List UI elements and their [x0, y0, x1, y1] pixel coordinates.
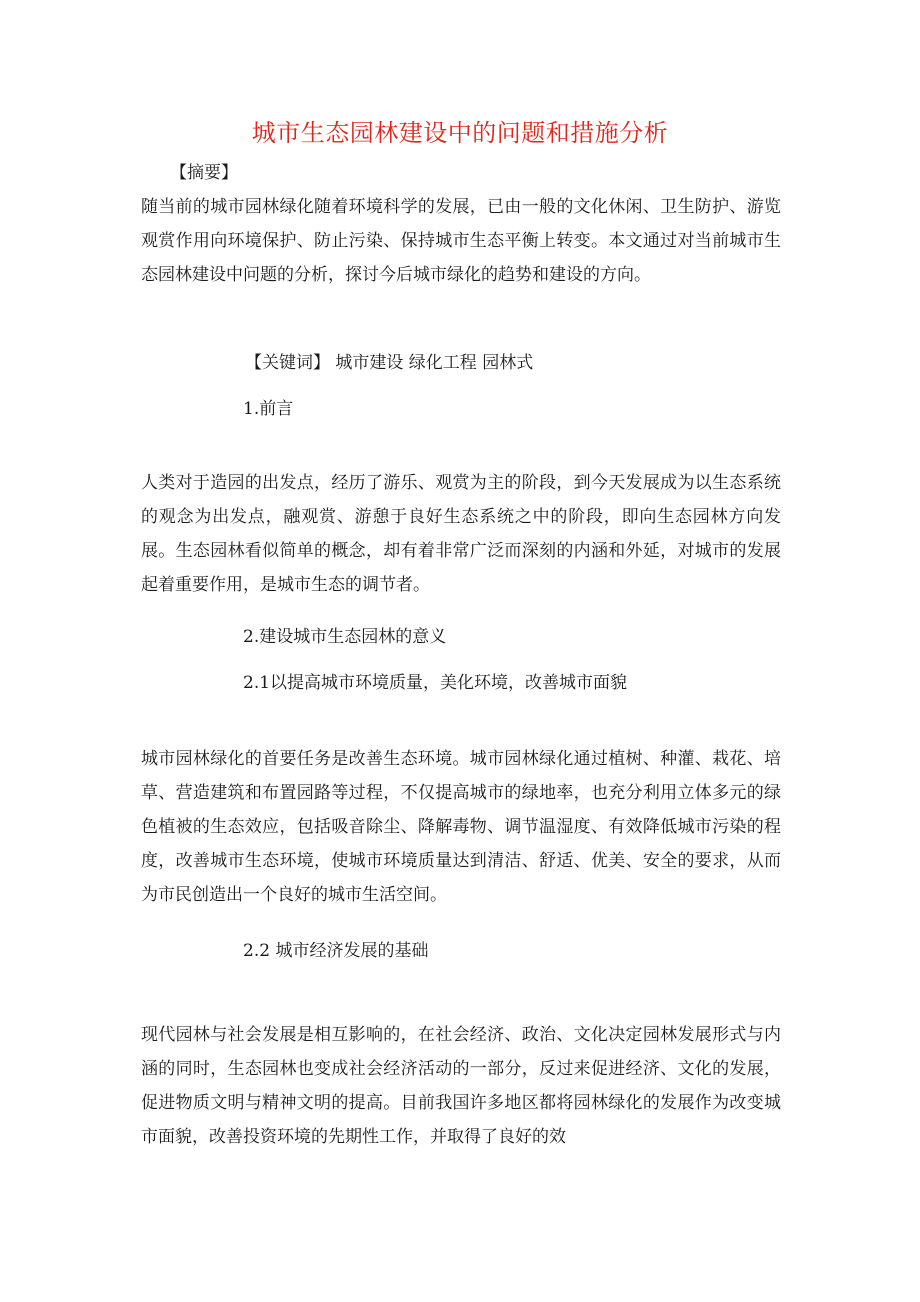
- abstract-paragraph: 随当前的城市园林绿化随着环境科学的发展，已由一般的文化休闲、卫生防护、游览观赏作用向环境保护、防止污染、保持城市生态平衡上转变。本文通过对当前城市生态园林建设中问题的分析，探讨今后城市绿化的趋势和建设的方向。: [141, 197, 781, 285]
- subsection-2-1-paragraph: 城市园林绿化的首要任务是改善生态环境。城市园林绿化通过植树、种灌、栽花、培草、营造建筑和布置园路等过程，不仅提高城市的绿地率，也充分利用立体多元的绿色植被的生态效应，包括吸音除尘、降解毒物、调节温湿度、有效降低城市污染的程度，改善城市生态环境，使城市环境质量达到清洁、舒适、优美、安全的要求，从而为市民创造出一个良好的城市生活空间。: [141, 749, 781, 905]
- section-heading-introduction: 1.前言: [243, 399, 294, 419]
- document-title: 城市生态园林建设中的问题和措施分析: [251, 119, 669, 147]
- keywords-line: 【关键词】 城市建设 绿化工程 园林式: [245, 353, 534, 373]
- subsection-heading-2-1: 2.1以提高城市环境质量，美化环境，改善城市面貌: [243, 673, 628, 693]
- subsection-2-2-paragraph: 现代园林与社会发展是相互影响的，在社会经济、政治、文化决定园林发展形式与内涵的同时，生态园林也变成社会经济活动的一部分，反过来促进经济、文化的发展，促进物质文明与精神文明的提高。目前我国许多地区都将园林绿化的发展作为改变城市面貌，改善投资环境的先期性工作，并取得了良好的效: [141, 1025, 781, 1147]
- subsection-heading-2-2: 2.2 城市经济发展的基础: [243, 941, 429, 961]
- abstract-label: 【摘要】: [170, 163, 238, 183]
- introduction-paragraph: 人类对于造园的出发点，经历了游乐、观赏为主的阶段，到今天发展成为以生态系统的观念为出发点，融观赏、游憩于良好生态系统之中的阶段，即向生态园林方向发展。生态园林看似简单的概念，却有着非常广泛而深刻的内涵和外延，对城市的发展起着重要作用，是城市生态的调节者。: [141, 473, 781, 595]
- section-heading-significance: 2.建设城市生态园林的意义: [243, 627, 447, 647]
